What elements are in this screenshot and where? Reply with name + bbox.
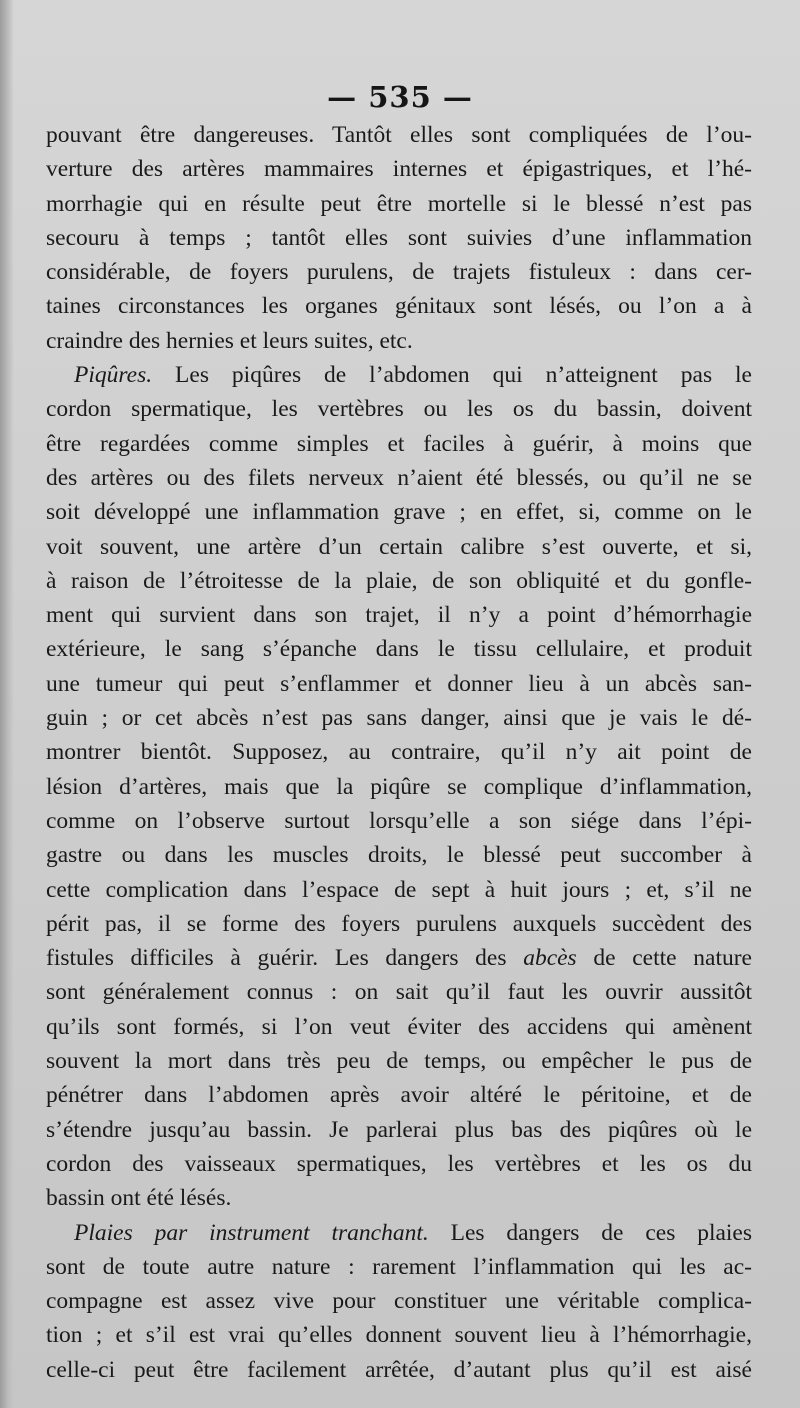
text-line: voit souvent, une artère d’un certain calibre s’est ouverte, et si, — [46, 533, 752, 560]
text-line: sont de toute autre nature : rarement l’inflammation qui les ac- — [46, 1253, 752, 1280]
text-line — [46, 941, 752, 975]
text-line: cette complication dans l’espace de sept à huit jours ; et, s’il ne — [46, 876, 752, 903]
text-line: celle-ci peut être facilement arrêtée, d’autant plus qu’il est aisé — [46, 1356, 752, 1383]
text-line: guin ; or cet abcès n’est pas sans danger, ainsi que je vais le dé- — [46, 705, 752, 732]
text-line: secouru à temps ; tantôt elles sont suivies d’une inflammation — [46, 224, 752, 251]
text-line: cordon spermatique, les vertèbres ou les os du bassin, doivent — [46, 396, 752, 423]
text-run: Les dangers de ces plaies — [428, 1219, 753, 1246]
text-run: Les piqûres de l’abdomen qui n’atteignent pas le — [152, 362, 752, 389]
section-heading: Plaies par instrument tranchant. — [74, 1219, 429, 1246]
text-line: à raison de l’étroitesse de la plaie, de son obliquité et du gonfle- — [46, 567, 752, 594]
text-run: fistules difficiles à guérir. Les dangers des — [46, 945, 524, 972]
text-line: périt pas, il se forme des foyers purulens auxquels succèdent des — [46, 910, 752, 937]
binding-shadow — [0, 0, 14, 1408]
page-number: — 535 — — [327, 80, 473, 114]
text-line: sont généralement connus : on sait qu’il faut les ouvrir aussitôt — [46, 979, 752, 1006]
paragraph-first-line — [46, 1216, 752, 1250]
text-line: soit développé une inflammation grave ; en effet, si, comme on le — [46, 499, 752, 526]
text-line: compagne est assez vive pour constituer une véritable complica- — [46, 1288, 752, 1315]
text-line: souvent la mort dans très peu de temps, ou empêcher le pus de — [46, 1048, 752, 1075]
text-line: lésion d’artères, mais que la piqûre se complique d’inflammation, — [46, 773, 752, 800]
section-heading: Piqûres. — [74, 362, 153, 389]
text-line: pénétrer dans l’abdomen après avoir altéré le péritoine, et de — [46, 1082, 752, 1109]
text-line: ment qui survient dans son trajet, il n’y a point d’hémorrhagie — [46, 602, 752, 629]
text-line: montrer bientôt. Supposez, au contraire, qu’il n’y ait point de — [46, 739, 752, 766]
text-line: taines circonstances les organes génitaux sont lésés, ou l’on a à — [46, 293, 752, 320]
text-line: morrhagie qui en résulte peut être mortelle si le blessé n’est pas — [46, 190, 752, 217]
text-line: pouvant être dangereuses. Tantôt elles sont compliquées de l’ou- — [46, 122, 752, 148]
text-line: craindre des hernies et leurs suites, etc. — [46, 327, 413, 354]
text-line: considérable, de foyers purulens, de trajets fistuleux : dans cer- — [46, 259, 752, 286]
text-line: des artères ou des filets nerveux n’aient été blessés, ou qu’il ne se — [46, 464, 752, 491]
text-line: qu’ils sont formés, si l’on veut éviter des accidens qui amènent — [46, 1013, 752, 1040]
text-line: tion ; et s’il est vrai qu’elles donnent souvent lieu à l’hémorrhagie, — [46, 1322, 752, 1349]
italic-term: abcès — [523, 945, 577, 972]
text-line: être regardées comme simples et faciles à guérir, à moins que — [46, 430, 752, 457]
paragraph-first-line — [46, 358, 752, 392]
text-line: une tumeur qui peut s’enflammer et donner lieu à un abcès san- — [46, 670, 752, 697]
text-line: bassin ont été lésés. — [46, 1185, 232, 1212]
text-line: cordon des vaisseaux spermatiques, les vertèbres et les os du — [46, 1150, 752, 1177]
text-line: verture des artères mammaires internes et épigastriques, et l’hé- — [46, 156, 752, 183]
text-line: extérieure, le sang s’épanche dans le tissu cellulaire, et produit — [46, 636, 752, 663]
text-line: gastre ou dans les muscles droits, le blessé peut succomber à — [46, 842, 752, 869]
body-text — [46, 118, 752, 1387]
text-run: de cette nature — [576, 945, 752, 972]
text-line: s’étendre jusqu’au bassin. Je parlerai plus bas des piqûres où le — [46, 1116, 752, 1143]
text-line: comme on l’observe surtout lorsqu’elle a son siége dans l’épi- — [46, 807, 752, 834]
